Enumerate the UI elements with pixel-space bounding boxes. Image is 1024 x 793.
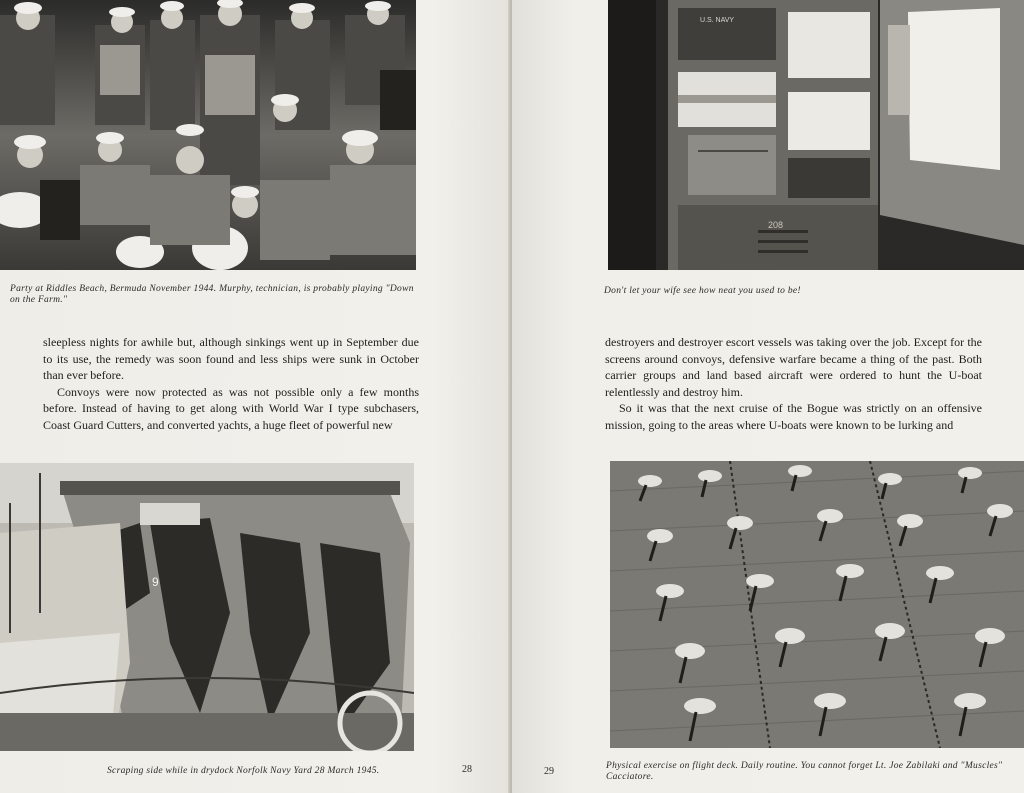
right-body-text: [605, 334, 982, 433]
paragraph: So it was that the next cruise of the Bogue was strictly on an offensive mission, going to the areas where U-boats were known to be lurking and: [605, 401, 982, 432]
photo-caption-exercise: Physical exercise on flight deck. Daily routine. You cannot forget Lt. Joe Zabilaki and "Muscles" Cacciatore.: [606, 761, 1003, 782]
photo-caption-locker: Don't let your wife see how neat you used to be!: [604, 286, 801, 296]
locker-number: 208: [768, 220, 784, 230]
photo-caption-party: Party at Riddles Beach, Bermuda November 1944. Murphy, technician, is probably playing "Down on the Farm.": [10, 284, 414, 305]
left-page: [0, 0, 510, 793]
page-number-left: 28: [462, 764, 472, 775]
paragraph: destroyers and destroyer escort vessels was taking over the job. Except for the screens around convoys, defensive warfare became a thing of the past. Both carrier groups and land based aircraft were ordered to hunt the U-boat relentlessly and destroy him.: [605, 335, 982, 399]
sailors-party-image: [0, 0, 416, 270]
locker-label: U.S. NAVY: [700, 17, 735, 24]
flight-deck-image: [610, 461, 1024, 748]
drydock-ship-image: [0, 463, 414, 751]
page-number-right: 29: [544, 766, 554, 777]
navy-locker-image: [608, 0, 1024, 270]
photo-navy-locker: [608, 0, 1024, 270]
paragraph: Convoys were now protected as was not possible only a few months before. Instead of having to get along with World War I type subchasers, Coast Guard Cutters, and converted yachts, a huge fleet of powerful new: [43, 384, 419, 432]
paragraph: sleepless nights for awhile but, although sinkings went up in September due to its use, the remedy was soon found and less ships were sunk in October than ever before.: [43, 335, 419, 382]
hull-number: 9: [152, 575, 159, 589]
right-page: [512, 0, 1024, 793]
photo-caption-drydock: Scraping side while in drydock Norfolk Navy Yard 28 March 1945.: [107, 766, 380, 776]
photo-sailors-party: [0, 0, 416, 270]
photo-flight-deck-exercise: [610, 461, 1024, 748]
left-body-text: [43, 334, 419, 433]
photo-drydock-ship: [0, 463, 414, 751]
